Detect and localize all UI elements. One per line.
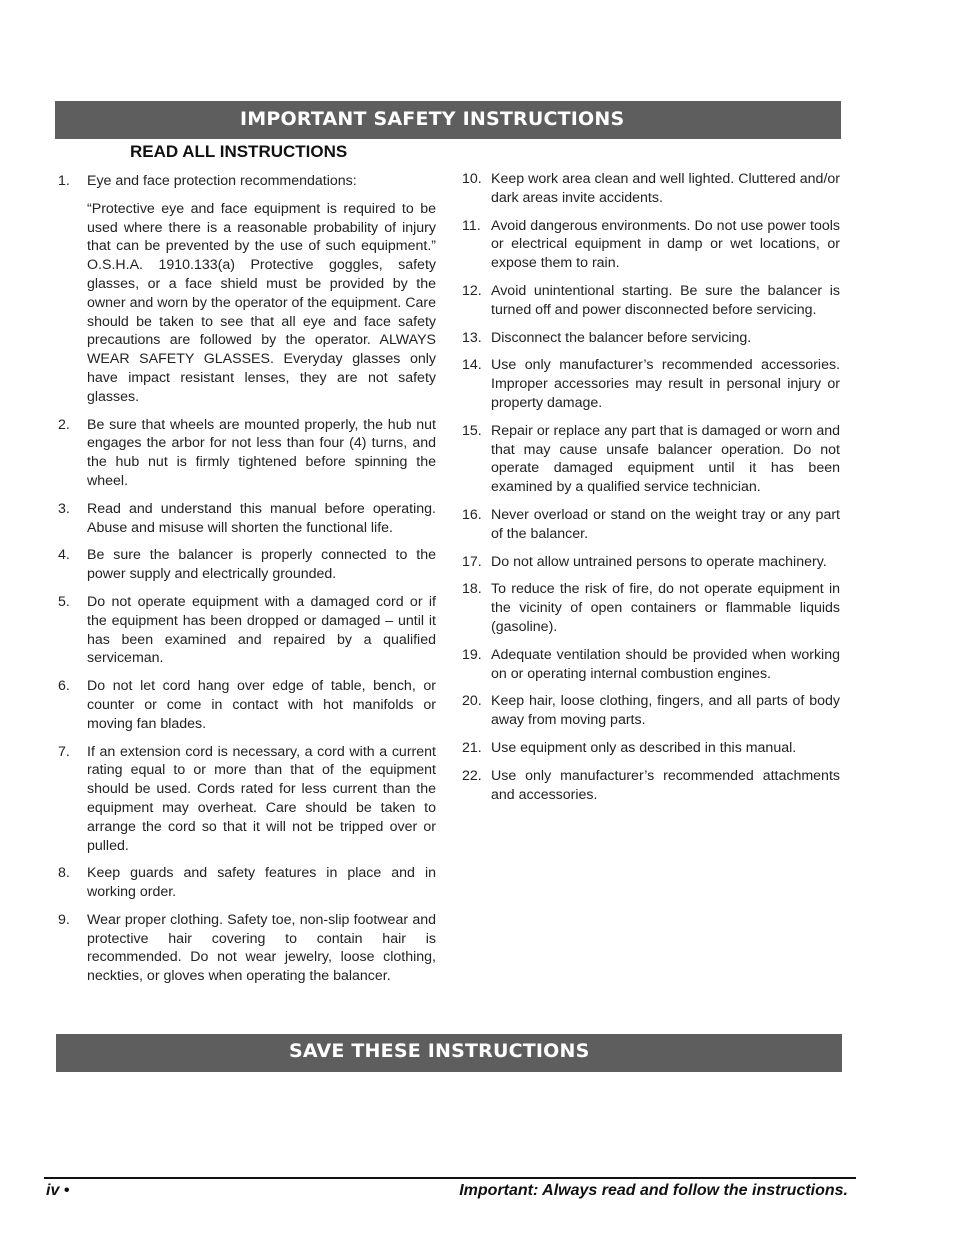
instruction-item (58, 172, 436, 407)
item-text: Do not allow untrained persons to operate machinery. (491, 553, 827, 570)
item-text: Avoid unintentional starting. Be sure the balancer is turned off and power disconnected before servicing. (491, 282, 840, 318)
item-number: 10. (462, 171, 482, 187)
item-text: Repair or replace any part that is damaged or worn and that may cause unsafe balancer operation. Do not operate damaged equipment until it has been examined by a qualified service technician. (491, 422, 840, 496)
item-number: 1. (58, 173, 70, 189)
item-number: 17. (462, 553, 482, 570)
item-number: 6. (58, 678, 70, 695)
item-text: Never overload or stand on the weight tray or any part of the balancer. (491, 506, 840, 542)
item-number: 15. (462, 422, 482, 439)
item-text: To reduce the risk of fire, do not operate equipment in the vicinity of open containers or flammable liquids (gasoline). (491, 581, 840, 635)
item-text: Avoid dangerous environments. Do not use power tools or electrical equipment in damp or wet locations, or expose them to rain. (491, 217, 840, 272)
item-number: 20. (462, 693, 482, 710)
item-number: 13. (462, 329, 482, 346)
safety-title-banner (55, 101, 841, 139)
instruction-item (462, 282, 840, 320)
instruction-item (462, 356, 840, 412)
item-number: 7. (58, 743, 70, 760)
item-text: Keep guards and safety features in place and in working order. (87, 865, 436, 901)
item-text: Keep hair, loose clothing, fingers, and all parts of body away from moving parts. (491, 693, 840, 729)
item-number: 21. (462, 739, 482, 756)
page-number: iv • (46, 1182, 70, 1199)
item-number: 3. (58, 500, 70, 517)
item-text: Use equipment only as described in this manual. (491, 739, 797, 756)
item-number: 2. (58, 416, 70, 433)
item-text: Eye and face protection recommendations: (87, 173, 357, 189)
instruction-item (58, 416, 436, 491)
item-text: Wear proper clothing. Safety toe, non-slip footwear and protective hair covering to contain hair is recommended. Do not wear jewelry, loose clothing, neckties, or gloves when operating the balancer. (87, 911, 436, 985)
instruction-item (462, 739, 840, 758)
instruction-item (462, 217, 840, 273)
item-number: 4. (58, 547, 70, 564)
instructions-list-right (462, 170, 840, 813)
instruction-item (462, 506, 840, 544)
instruction-item (462, 553, 840, 572)
instruction-item (58, 743, 436, 856)
page-title: IMPORTANT SAFETY INSTRUCTIONS (240, 108, 625, 130)
item-text: Do not operate equipment with a damaged cord or if the equipment has been dropped or damaged – until it has been examined and repaired by a qualified serviceman. (87, 593, 436, 667)
item-number: 5. (58, 593, 70, 610)
instruction-item (58, 546, 436, 584)
instruction-item (462, 692, 840, 730)
item-number: 16. (462, 506, 482, 523)
instruction-item (58, 500, 436, 538)
save-banner-text: SAVE THESE INSTRUCTIONS (289, 1040, 590, 1062)
item-number: 14. (462, 357, 482, 374)
instruction-item (58, 911, 436, 986)
instruction-item (462, 329, 840, 348)
instruction-item (462, 646, 840, 684)
item-text: Use only manufacturer’s recommended attachments and accessories. (491, 767, 840, 803)
item-text: Read and understand this manual before operating. Abuse and misuse will shorten the functional life. (87, 500, 436, 536)
save-instructions-banner (56, 1034, 842, 1072)
item-number: 11. (462, 217, 481, 234)
item-text: “Protective eye and face equipment is required to be used where there is a reasonable probability of injury that can be prevented by the use of such equipment.” O.S.H.A. 1910.133(a) Protective goggles, safety glasses, or a face shield must be provided by the owner and worn by the operator of the equipment. Care should be taken to see that all eye and face safety precautions are followed by the operator. ALWAYS WEAR SAFETY GLASSES. Everyday glasses only have impact resistant lenses, they are not safety glasses. (87, 200, 436, 405)
footer-note: Important: Always read and follow the instructions. (459, 1182, 848, 1199)
item-text: If an extension cord is necessary, a cord with a current rating equal to or more than that of the equipment should be used. Cords rated for less current than the equipment may overheat. Care should be taken to arrange the cord so that it will not be tripped over or pulled. (87, 743, 436, 854)
item-text: Use only manufacturer’s recommended accessories. Improper accessories may result in personal injury or property damage. (491, 357, 840, 411)
item-text: Be sure the balancer is properly connected to the power supply and electrically grounded. (87, 547, 436, 583)
item-text: Adequate ventilation should be provided when working on or operating internal combustion engines. (491, 646, 840, 682)
item-text: Be sure that wheels are mounted properly, the hub nut engages the arbor for not less than four (4) turns, and the hub nut is firmly tightened before spinning the wheel. (87, 416, 436, 489)
instruction-item (58, 677, 436, 733)
item-number: 12. (462, 282, 482, 299)
item-number: 22. (462, 767, 482, 784)
item-number: 18. (462, 581, 482, 598)
item-text: Disconnect the balancer before servicing. (491, 329, 752, 346)
item-text: Keep work area clean and well lighted. Cluttered and/or dark areas invite accidents. (491, 171, 840, 206)
section-subtitle: READ ALL INSTRUCTIONS (130, 142, 348, 161)
instruction-item (462, 422, 840, 497)
instruction-item (58, 593, 436, 668)
instructions-list-left (58, 172, 436, 995)
instruction-item (462, 767, 840, 805)
instruction-item (58, 864, 436, 902)
instruction-item (462, 170, 840, 208)
item-number: 9. (58, 911, 70, 928)
footer-divider (44, 1177, 856, 1179)
item-number: 8. (58, 865, 70, 882)
item-number: 19. (462, 646, 482, 663)
instruction-item (462, 580, 840, 636)
item-text: Do not let cord hang over edge of table, bench, or counter or come in contact with hot manifolds or moving fan blades. (87, 678, 436, 732)
